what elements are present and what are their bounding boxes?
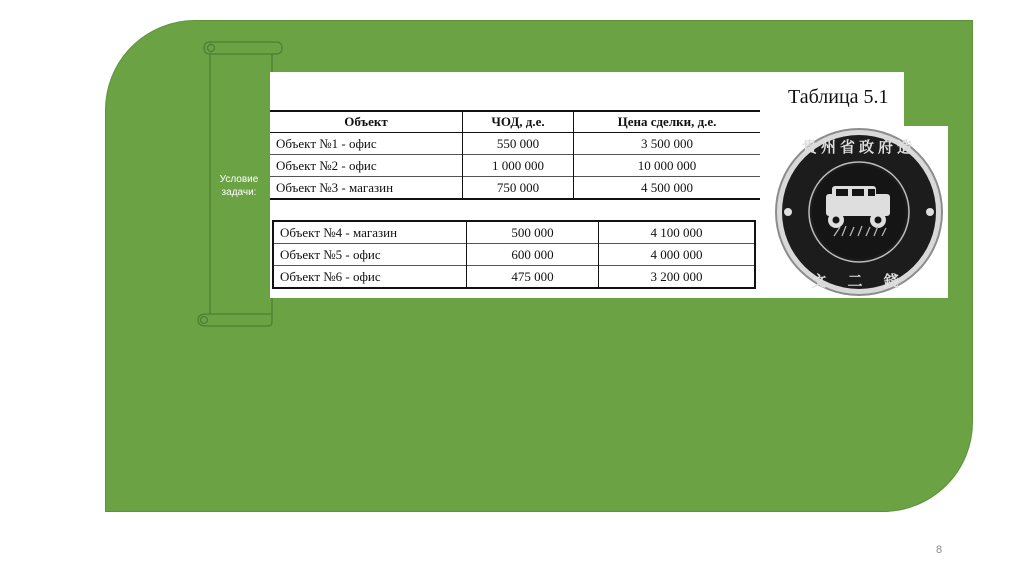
cell-noi: 500 000: [467, 221, 599, 244]
cell-object: Объект №6 - офис: [273, 266, 467, 289]
cell-object: Объект №3 - магазин: [270, 177, 463, 200]
table-header-row: [270, 111, 760, 133]
cell-object: Объект №2 - офис: [270, 155, 463, 177]
cell-object: Объект №4 - магазин: [280, 224, 398, 240]
column-header-noi: ЧОД, д.е.: [463, 111, 574, 133]
cell-noi: 750 000: [463, 177, 574, 200]
coin-icon: [770, 126, 948, 298]
table-row: [273, 266, 755, 289]
scroll-label-line2: задачи:: [221, 187, 257, 198]
data-table-top: [270, 110, 760, 200]
scroll-label: [206, 173, 272, 199]
table-row: [270, 155, 760, 177]
column-header-price: Цена сделки, д.е.: [574, 111, 760, 133]
table-row: [273, 244, 755, 266]
cell-price: 3 500 000: [574, 133, 760, 155]
coin-bottom-text: 文 二 錢: [811, 272, 907, 290]
cell-price: 4 000 000: [599, 244, 756, 266]
page-number: 8: [936, 544, 943, 556]
table-row: [270, 177, 760, 200]
cell-price: 4 100 000: [599, 221, 756, 244]
coin-ring-text: 貴州省政府造: [801, 138, 917, 156]
cell-noi: 475 000: [467, 266, 599, 289]
cell-price: 3 200 000: [599, 266, 756, 289]
cell-noi: 550 000: [463, 133, 574, 155]
cell-object: Объект №1 - офис: [270, 133, 463, 155]
coin-image: [770, 126, 948, 298]
table-row: [273, 221, 755, 244]
cell-noi: 1 000 000: [463, 155, 574, 177]
scroll-label-line1: Условие: [219, 174, 259, 185]
cell-object: Объект №5 - офис: [273, 244, 467, 266]
cell-price: 10 000 000: [574, 155, 760, 177]
column-header-object: Объект: [270, 111, 463, 133]
data-table-bottom: [272, 220, 756, 289]
cell-price: 4 500 000: [574, 177, 760, 200]
table-row: [270, 133, 760, 155]
cell-noi: 600 000: [467, 244, 599, 266]
table-caption: Таблица 5.1: [788, 86, 889, 108]
